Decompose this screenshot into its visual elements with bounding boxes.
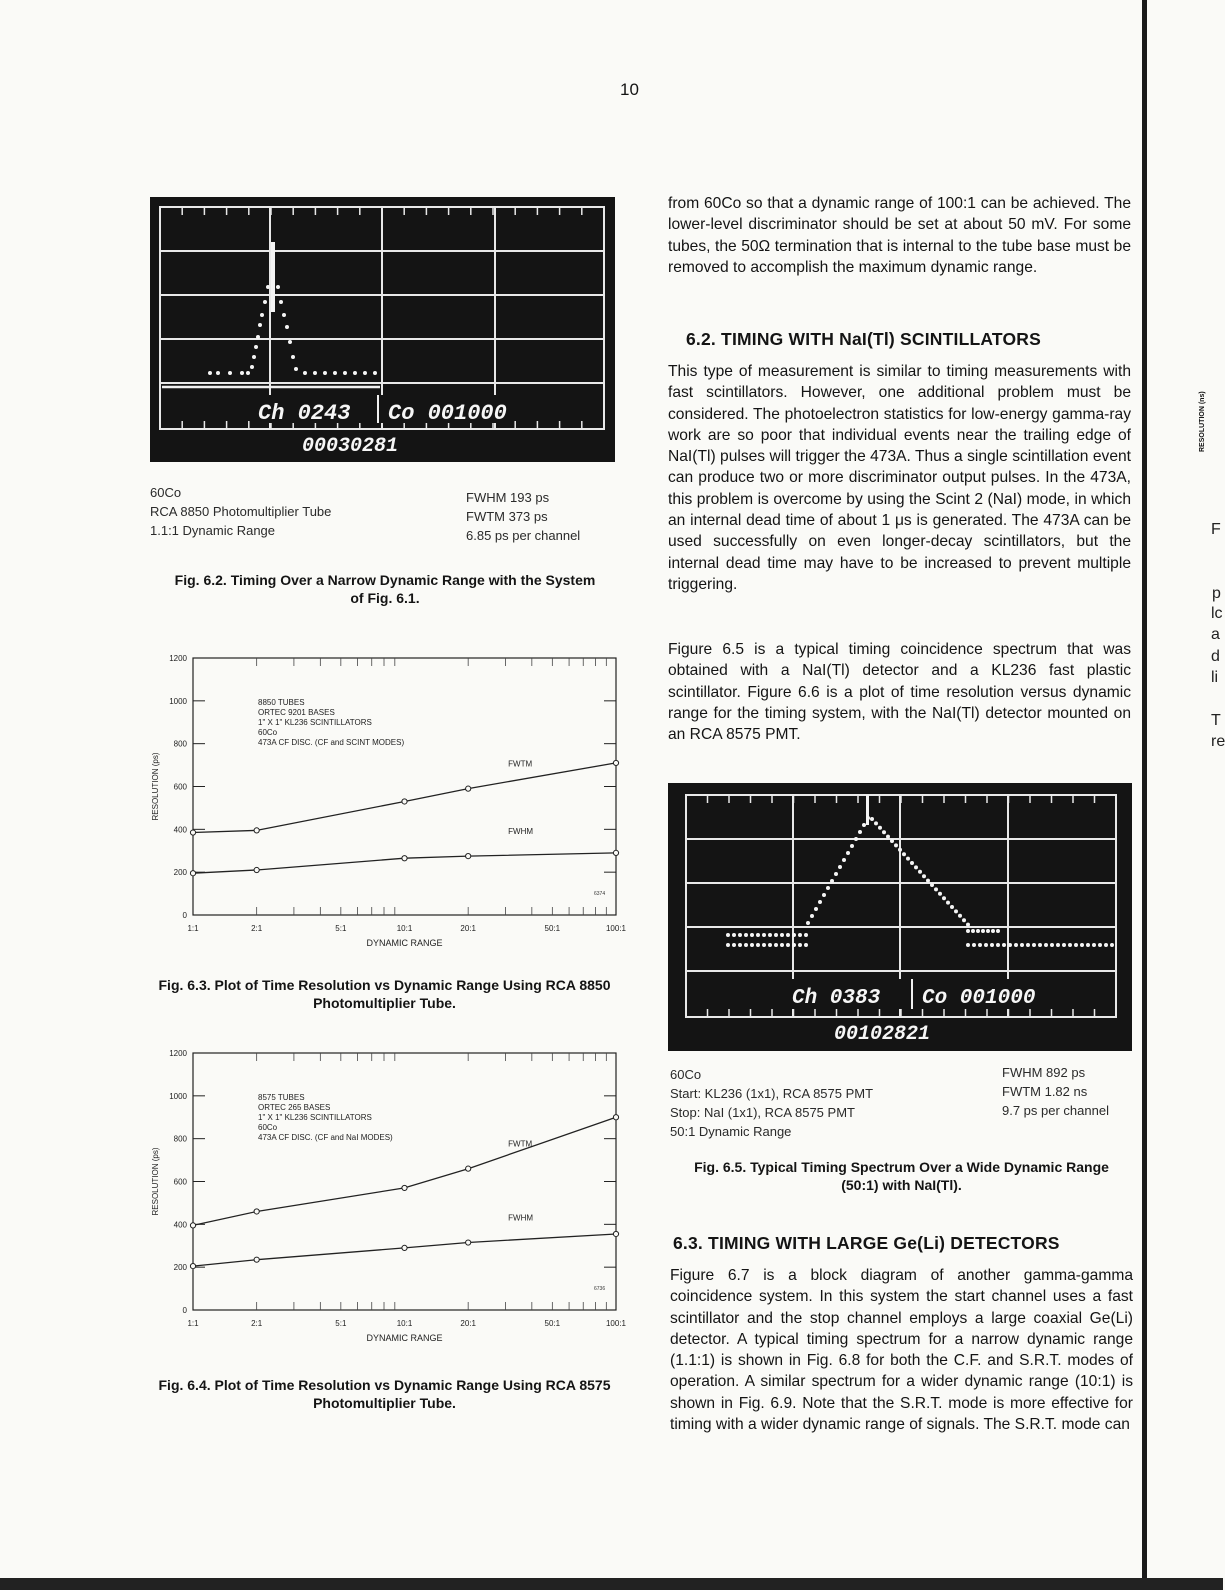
- plot64-point-fwtm: [613, 1115, 618, 1120]
- fig65-stop: Stop: NaI (1x1), RCA 8575 PMT: [670, 1105, 855, 1120]
- plot64-point-fwhm: [190, 1263, 195, 1268]
- plot63-xtick-label: 50:1: [544, 924, 561, 933]
- fig62-isotope: 60Co: [150, 485, 182, 500]
- edge-rotated-label: RESOLUTION (ns): [1199, 391, 1206, 452]
- plot63-point-fwtm: [466, 786, 471, 791]
- fig62-scope-trace: [150, 197, 615, 462]
- fig65-total-readout: 00102821: [834, 1023, 931, 1046]
- plot63-point-fwtm: [402, 799, 407, 804]
- fig62-range: 1.1:1 Dynamic Range: [150, 523, 276, 538]
- plot63-ytick-label: 600: [173, 782, 187, 792]
- edge-letter-2: lc: [1211, 605, 1223, 622]
- para-6-3: [670, 1265, 1133, 1435]
- edge-letter-5: li: [1211, 669, 1219, 686]
- plot63-xtick-label: 2:1: [251, 924, 263, 933]
- plot64-series-label-fwtm: FWTM: [508, 1139, 533, 1149]
- plot64-xtick-label: 2:1: [251, 1319, 263, 1328]
- fig65-info-left: [670, 1065, 970, 1141]
- plot64-ytick-label: 0: [182, 1306, 187, 1315]
- plot64-xtick-label: 20:1: [460, 1319, 476, 1328]
- fig62-info-left: [150, 483, 450, 540]
- plot64-xtick-label: 100:1: [605, 1319, 627, 1328]
- para-top: [668, 193, 1131, 278]
- fig63-ylabel: RESOLUTION (ps): [151, 752, 160, 821]
- heading-6-2: 6.2. TIMING WITH NaI(Tl) SCINTILLATORS: [686, 329, 1042, 349]
- plot64-xtick-label: 5:1: [335, 1319, 347, 1328]
- plot64-xtick-label: 1:1: [187, 1319, 199, 1328]
- para-6-2a-text: This type of measurement is similar to timing measurements with fast scintillators. However, one additional problem must be considered. The photoelectron statistics for low-energy gamma-ray work are so poor that individual events near the trailing edge of NaI(Tl) pulses will trigger the 473A. Thus a single scintillation event can produce two or more discriminator output pulses. In the 473A, this problem is overcome by using the Scint 2 (NaI) mode, in which an internal dead time of about 1 μs is generated. The 473A can be used successfully on even longer-decay scintillators, but the internal dead time may have to be increased to prevent multiple triggering.: [668, 363, 1131, 593]
- fig65-isotope: 60Co: [670, 1067, 702, 1082]
- plot64-point-fwtm: [254, 1209, 259, 1214]
- plot64-ytick-label: 1200: [169, 1049, 187, 1058]
- fig62-caption-text: Timing Over a Narrow Dynamic Range with the System of Fig. 6.1.: [230, 572, 596, 606]
- plot64-ytick-label: 400: [173, 1220, 187, 1230]
- fig63-caption-text: Plot of Time Resolution vs Dynamic Range Using RCA 8850 Photomultiplier Tube.: [214, 977, 611, 1011]
- fig65-caption: [674, 1158, 1129, 1194]
- plot64-ytick-label: 200: [173, 1263, 187, 1273]
- fig64-caption-text: Plot of Time Resolution vs Dynamic Range Using RCA 8575 Photomultiplier Tube.: [214, 1377, 611, 1411]
- para-6-3-text: Figure 6.7 is a block diagram of another gamma-gamma coincidence system. In this system the start channel uses a fast scintillator and the stop channel employs a large coaxial Ge(Li) detector. A typical timing spectrum for a narrow dynamic range (1.1:1) is shown in Fig. 6.8 for both the C.F. and S.R.T. modes of operation. A similar spectrum for a wider dynamic range (10:1) is shown in Fig. 6.9. Note that the S.R.T. mode is more effective for timing with a wider dynamic range of signals. The S.R.T. mode can: [670, 1267, 1133, 1434]
- plot64-note-line: ORTEC 265 BASES: [258, 1103, 331, 1112]
- plot64-note-line: 1" X 1" KL236 SCINTILLATORS: [258, 1113, 372, 1122]
- plot63-ytick-label: 800: [173, 739, 187, 749]
- fig64-caption: [157, 1376, 612, 1412]
- fig65-range: 50:1 Dynamic Range: [670, 1124, 792, 1139]
- fig63-corner-mark: 6374: [594, 891, 606, 897]
- plot63-xtick-label: 10:1: [396, 924, 413, 933]
- plot64-note-line: 8575 TUBES: [258, 1093, 305, 1102]
- plot63-point-fwhm: [190, 871, 195, 876]
- fig65-scope-trace: [668, 783, 1132, 1051]
- plot63-xtick-label: 1:1: [187, 924, 199, 933]
- fig64-xlabel: DYNAMIC RANGE: [366, 1333, 443, 1343]
- heading-6-3: 6.3. TIMING WITH LARGE Ge(Li) DETECTORS: [673, 1233, 1060, 1253]
- fig62-fwtm: FWTM 373 ps: [466, 509, 548, 524]
- fig63-xlabel: DYNAMIC RANGE: [366, 938, 443, 948]
- plot63-xtick-label: 100:1: [605, 924, 627, 933]
- edge-letter-4: d: [1211, 648, 1220, 665]
- plot63-series-label-fwtm: FWTM: [508, 759, 533, 769]
- plot64-point-fwtm: [402, 1185, 407, 1190]
- edge-letter-0: F: [1211, 521, 1221, 538]
- fig62-caption: [170, 571, 600, 607]
- fig64-plot-svg: [148, 1045, 633, 1355]
- plot63-point-fwhm: [613, 850, 618, 855]
- plot63-point-fwtm: [254, 828, 259, 833]
- fig65-fwtm: FWTM 1.82 ns: [1002, 1084, 1088, 1099]
- plot64-point-fwhm: [402, 1245, 407, 1250]
- para-6-2b-text: Figure 6.5 is a typical timing coincidence spectrum that was obtained with a NaI(Tl) detector and a KL236 fast plastic scintillator. Figure 6.6 is a plot of time resolution versus dynamic range for the timing system, with the NaI(Tl) detector mounted on an RCA 8575 PMT.: [668, 641, 1131, 744]
- plot64-note-line: 60Co: [258, 1123, 278, 1132]
- fig65-count-readout: Co 001000: [922, 987, 1036, 1010]
- fig65-per-channel: 9.7 ps per channel: [1002, 1103, 1109, 1118]
- fig65-channel-readout: Ch 0383: [792, 987, 881, 1010]
- plot64-note-line: 473A CF DISC. (CF and NaI MODES): [258, 1133, 393, 1142]
- fig65-fwhm: FWHM 892 ps: [1002, 1065, 1086, 1080]
- fig62-count-readout: Co 001000: [388, 401, 507, 426]
- fig64-plot: [148, 1045, 633, 1355]
- plot64-point-fwtm: [466, 1166, 471, 1171]
- para-top-text: from 60Co so that a dynamic range of 100:1 can be achieved. The lower-level discriminator should be set at about 50 mV. For some tubes, the 50Ω termination that is internal to the tube base must be removed to accomplish the maximum dynamic range.: [668, 195, 1131, 276]
- fig63-plot: [148, 650, 633, 960]
- plot64-ytick-label: 600: [173, 1177, 187, 1187]
- edge-letter-6: T: [1211, 712, 1221, 729]
- page-number: 10: [620, 80, 639, 99]
- plot63-note-line: 60Co: [258, 728, 278, 737]
- edge-letter-1: p: [1212, 585, 1221, 602]
- plot63-ytick-label: 200: [173, 868, 187, 878]
- fig63-plot-svg: [148, 650, 633, 960]
- plot63-point-fwhm: [402, 856, 407, 861]
- fig65-caption-text: Typical Timing Spectrum Over a Wide Dynamic Range (50:1) with NaI(Tl).: [750, 1159, 1109, 1193]
- fig65-caption-label: Fig. 6.5.: [694, 1159, 747, 1175]
- scan-bottom-edge: [0, 1578, 1223, 1590]
- fig62-total-readout: 00030281: [302, 435, 399, 458]
- plot63-note-line: ORTEC 9201 BASES: [258, 708, 335, 717]
- fig62-tube: RCA 8850 Photomultiplier Tube: [150, 504, 332, 519]
- plot63-note-line: 1" X 1" KL236 SCINTILLATORS: [258, 718, 372, 727]
- para-6-2a: [668, 361, 1131, 595]
- edge-letter-3: a: [1211, 626, 1220, 643]
- fig62-channel-readout: Ch 0243: [258, 401, 351, 426]
- plot64-xtick-label: 50:1: [544, 1319, 561, 1328]
- plot63-ytick-label: 1200: [169, 654, 187, 663]
- plot63-note-line: 8850 TUBES: [258, 698, 305, 707]
- fig65-start: Start: KL236 (1x1), RCA 8575 PMT: [670, 1086, 874, 1101]
- fig65-info-right: [1002, 1063, 1142, 1120]
- plot64-point-fwhm: [254, 1257, 259, 1262]
- plot63-point-fwtm: [190, 830, 195, 835]
- fig62-caption-label: Fig. 6.2.: [174, 572, 227, 588]
- plot63-ytick-label: 400: [173, 825, 187, 835]
- fig62-scope-photo: [150, 197, 615, 462]
- plot63-point-fwtm: [613, 760, 618, 765]
- para-6-2b: [668, 639, 1131, 745]
- page-edge-shadow: [1142, 0, 1147, 1590]
- fig62-info-right: [466, 488, 626, 545]
- fig64-ylabel: RESOLUTION (ps): [151, 1147, 160, 1216]
- plot64-ytick-label: 800: [173, 1134, 187, 1144]
- fig65-scope-photo: [668, 783, 1132, 1051]
- plot63-ytick-label: 1000: [169, 696, 187, 706]
- plot63-point-fwhm: [254, 867, 259, 872]
- plot63-ytick-label: 0: [182, 911, 187, 920]
- edge-letter-7: re: [1211, 733, 1225, 750]
- plot64-point-fwtm: [190, 1223, 195, 1228]
- fig63-caption-label: Fig. 6.3.: [158, 977, 211, 993]
- fig64-caption-label: Fig. 6.4.: [158, 1377, 211, 1393]
- plot63-series-line-fwtm: [193, 763, 616, 833]
- fig63-caption: [157, 976, 612, 1012]
- plot64-point-fwhm: [613, 1231, 618, 1236]
- plot64-xtick-label: 10:1: [396, 1319, 413, 1328]
- plot64-point-fwhm: [466, 1240, 471, 1245]
- plot64-series-label-fwhm: FWHM: [508, 1213, 534, 1223]
- plot63-point-fwhm: [466, 854, 471, 859]
- plot63-xtick-label: 20:1: [460, 924, 476, 933]
- fig62-fwhm: FWHM 193 ps: [466, 490, 550, 505]
- fig64-corner-mark: 6736: [594, 1286, 606, 1292]
- plot63-xtick-label: 5:1: [335, 924, 347, 933]
- edge-rotated-label-wrap: [1199, 362, 1211, 452]
- plot63-series-label-fwhm: FWHM: [508, 827, 534, 837]
- plot63-note-line: 473A CF DISC. (CF and SCINT MODES): [258, 738, 405, 747]
- fig62-per-channel: 6.85 ps per channel: [466, 528, 581, 543]
- plot64-ytick-label: 1000: [169, 1091, 187, 1101]
